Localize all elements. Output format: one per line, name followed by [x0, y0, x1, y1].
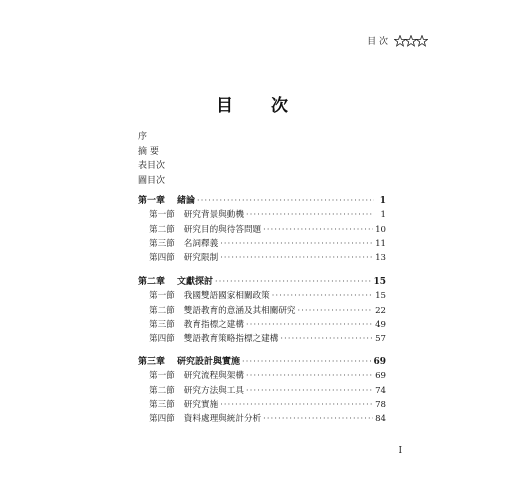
dot-leader	[220, 251, 373, 265]
section-title: 雙語教育的意涵及其相關研究	[183, 305, 296, 316]
section-number: 第一節	[149, 210, 175, 221]
toc-chapter-2	[138, 275, 386, 346]
dot-leader	[215, 275, 371, 289]
toc-section-entry[interactable]	[138, 318, 386, 332]
section-title: 研究目的與待答問題	[183, 224, 262, 235]
dot-leader	[280, 332, 373, 346]
section-number: 第二節	[149, 224, 175, 235]
toc-chapter-entry[interactable]	[138, 194, 386, 208]
toc-section-entry[interactable]	[138, 289, 386, 303]
chapter-title: 研究設計與實施	[177, 357, 241, 367]
section-number: 第一節	[149, 291, 175, 302]
section-page: 15	[375, 291, 386, 302]
toc-section-entry[interactable]	[138, 369, 386, 383]
dot-leader	[246, 318, 373, 332]
toc-section-entry[interactable]	[138, 208, 386, 222]
dot-leader	[220, 237, 373, 251]
dot-leader	[197, 194, 374, 208]
front-matter-list	[138, 130, 165, 188]
section-title: 研究實施	[183, 399, 219, 410]
toc-section-entry[interactable]	[138, 237, 386, 251]
front-matter-item[interactable]: 序	[138, 132, 148, 142]
section-number: 第三節	[149, 238, 175, 249]
section-number: 第四節	[149, 414, 175, 425]
section-title: 我國雙語國家相關政策	[183, 291, 270, 302]
chapter-title: 緒論	[177, 196, 196, 206]
section-page: 11	[375, 238, 386, 249]
dot-leader	[263, 223, 373, 237]
section-title: 研究方法與工具	[183, 385, 244, 396]
section-page: 69	[375, 371, 386, 382]
toc-section-entry[interactable]	[138, 398, 386, 412]
section-page: 1	[380, 210, 386, 221]
section-number: 第二節	[149, 385, 175, 396]
chapter-page: 1	[379, 196, 386, 206]
section-title: 教育指標之建構	[183, 319, 244, 330]
dot-leader	[246, 369, 373, 383]
section-page: 78	[375, 399, 386, 410]
chapter-page: 15	[373, 277, 386, 287]
toc-chapter-1	[138, 194, 386, 265]
page-title: 目 次	[216, 96, 304, 116]
section-page: 49	[375, 319, 386, 330]
dot-leader	[298, 304, 374, 318]
dot-leader	[246, 208, 374, 222]
page-number: I	[398, 446, 402, 456]
section-title: 研究流程與架構	[183, 371, 244, 382]
toc-section-entry[interactable]	[138, 304, 386, 318]
front-matter-item[interactable]: 摘 要	[138, 146, 159, 157]
running-header	[367, 34, 428, 47]
section-title: 資料處理與統計分析	[183, 414, 262, 425]
section-page: 84	[375, 414, 386, 425]
section-number: 第三節	[149, 319, 175, 330]
toc-chapter-3	[138, 355, 386, 426]
toc-section-entry[interactable]	[138, 223, 386, 237]
front-matter-item[interactable]: 表目次	[138, 161, 166, 171]
section-number: 第四節	[149, 334, 175, 345]
chapter-number: 第三章	[138, 357, 166, 367]
section-title: 雙語教育策略指標之建構	[183, 334, 279, 345]
toc-section-entry[interactable]	[138, 332, 386, 346]
chapter-page: 69	[373, 357, 386, 367]
section-title: 研究背景與動機	[183, 210, 244, 221]
dot-leader	[242, 355, 371, 369]
toc-section-entry[interactable]	[138, 251, 386, 265]
toc-chapter-entry[interactable]	[138, 355, 386, 369]
toc-chapter-entry[interactable]	[138, 275, 386, 289]
chapter-number: 第一章	[138, 196, 166, 206]
toc-section-entry[interactable]	[138, 412, 386, 426]
section-number: 第一節	[149, 371, 175, 382]
dot-leader	[246, 384, 373, 398]
section-page: 74	[375, 385, 386, 396]
dot-leader	[220, 398, 373, 412]
section-page: 13	[375, 253, 386, 264]
chapter-title: 文獻探討	[177, 277, 214, 287]
section-title: 名詞釋義	[183, 238, 219, 249]
running-header-label: 目 次	[367, 37, 388, 47]
section-page: 10	[375, 224, 386, 235]
section-page: 57	[375, 334, 386, 345]
section-title: 研究限制	[183, 253, 219, 264]
section-page: 22	[375, 305, 386, 316]
dot-leader	[272, 289, 373, 303]
section-number: 第三節	[149, 399, 175, 410]
dot-leader	[263, 412, 373, 426]
toc-section-entry[interactable]	[138, 384, 386, 398]
section-number: 第四節	[149, 253, 175, 264]
stars-icon	[394, 35, 428, 47]
section-number: 第二節	[149, 305, 175, 316]
front-matter-item[interactable]: 圖目次	[138, 175, 166, 186]
chapter-number: 第二章	[138, 277, 166, 287]
